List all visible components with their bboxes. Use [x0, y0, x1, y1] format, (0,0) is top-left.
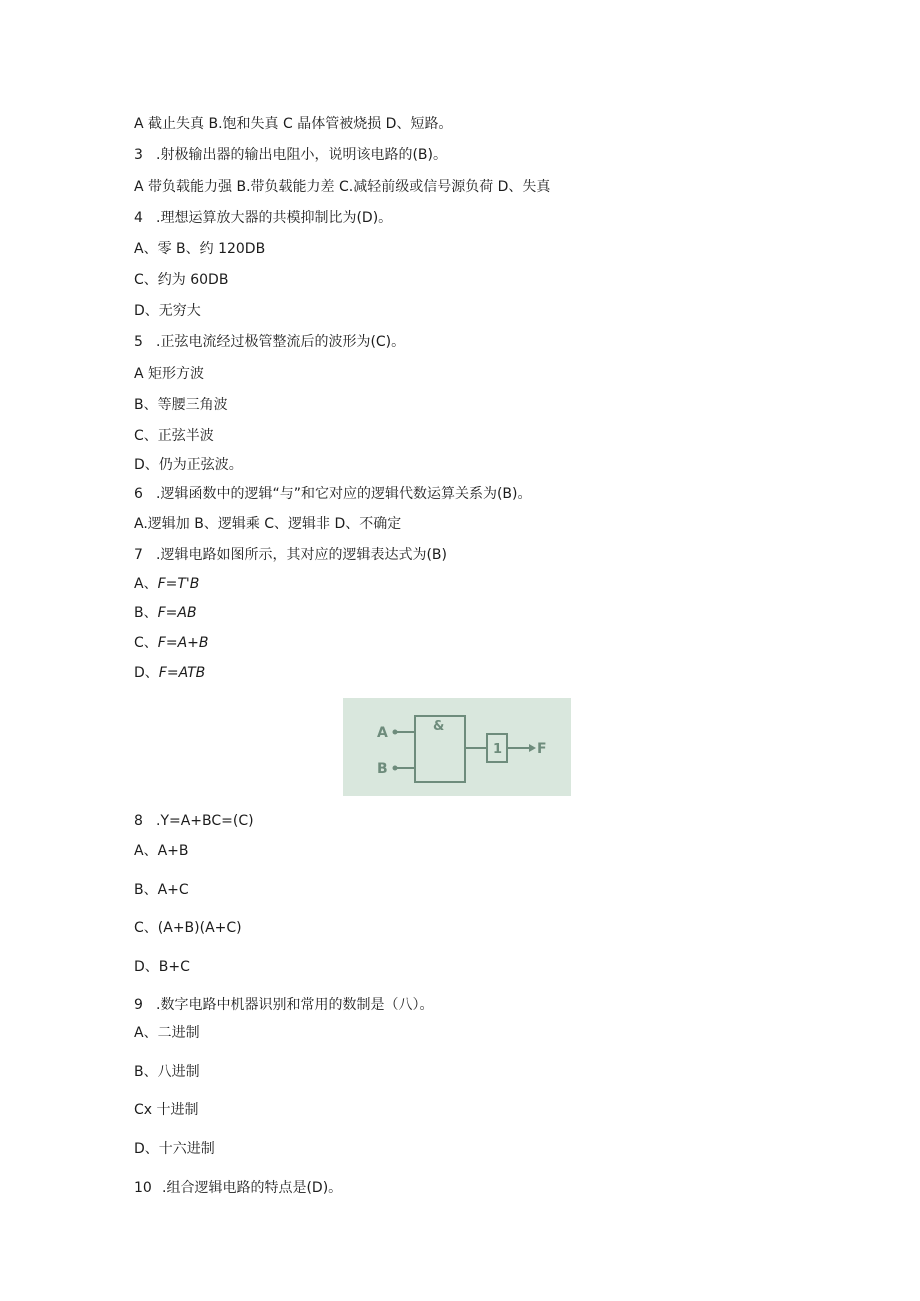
question-text: .逻辑函数中的逻辑“与”和它对应的逻辑代数运算关系为(B)。: [156, 486, 532, 502]
question-3-options: A 带负载能力强 B.带负载能力差 C.减轻前级或信号源负荷 D、失真: [134, 179, 551, 195]
question-text: .逻辑电路如图所示，其对应的逻辑表达式为(B): [156, 547, 447, 563]
option-label: B、: [134, 605, 158, 621]
question-text: .射极输出器的输出电阻小，说明该电路的(B)。: [156, 147, 447, 163]
question-number: 9: [134, 997, 143, 1013]
output-arrow-icon: [529, 744, 536, 752]
question-9: [134, 996, 433, 1014]
logic-circuit-diagram: [343, 698, 571, 796]
and-gate-symbol: &: [433, 719, 445, 734]
question-number: 7: [134, 547, 143, 563]
question-text: .数字电路中机器识别和常用的数制是（八）。: [156, 997, 434, 1013]
option-line: [134, 575, 199, 593]
option-line: C、正弦半波: [134, 428, 214, 444]
question-number: 8: [134, 813, 143, 829]
option-line: B、A+C: [134, 882, 189, 898]
option-line: A、A+B: [134, 843, 189, 859]
option-label: D、: [134, 665, 159, 681]
question-text: .正弦电流经过极管整流后的波形为(C)。: [156, 334, 406, 350]
option-line: [134, 634, 208, 652]
question-number: 5: [134, 334, 143, 350]
option-line: A、零 B、约 120DB: [134, 241, 266, 257]
input-b-terminal: [393, 766, 398, 771]
question-10: [134, 1179, 342, 1197]
option-line: D、无穷大: [134, 303, 201, 319]
question-number: 10: [134, 1180, 152, 1196]
question-number: 3: [134, 147, 143, 163]
option-line: [134, 604, 197, 622]
question-text: .组合逻辑电路的特点是(D)。: [162, 1180, 343, 1196]
question-3: [134, 146, 447, 164]
option-expression: F=AB: [157, 605, 197, 621]
option-line: [134, 664, 205, 682]
option-line: B、八进制: [134, 1064, 200, 1080]
option-line: C、(A+B)(A+C): [134, 920, 242, 936]
option-line: D、十六进制: [134, 1141, 215, 1157]
question-number: 4: [134, 210, 143, 226]
question-text: .理想运算放大器的共模抑制比为(D)。: [156, 210, 393, 226]
option-label: A、: [134, 576, 158, 592]
option-line: D、仍为正弦波。: [134, 457, 243, 473]
option-line: A.逻辑加 B、逻辑乘 C、逻辑非 D、不确定: [134, 516, 402, 532]
question-5: [134, 333, 405, 351]
option-line: A、二进制: [134, 1025, 200, 1041]
not-gate-symbol: 1: [493, 742, 503, 757]
option-expression: F=ATB: [158, 665, 206, 681]
question-8: [134, 812, 254, 830]
question-6: [134, 485, 531, 503]
output-label: F: [537, 741, 547, 757]
logic-circuit-figure: [343, 698, 571, 796]
question-number: 6: [134, 486, 143, 502]
question-text: .Y=A+BC=(C): [156, 813, 254, 829]
option-line: B、等腰三角波: [134, 397, 228, 413]
input-a-terminal: [393, 730, 398, 735]
question-7: [134, 546, 447, 564]
input-a-label: A: [377, 725, 388, 741]
option-expression: F=A+B: [157, 635, 209, 651]
option-label: C、: [134, 635, 158, 651]
option-line: D、B+C: [134, 959, 190, 975]
option-line: Cx 十进制: [134, 1102, 199, 1118]
option-expression: F=T'B: [157, 576, 200, 592]
option-line: C、约为 60DB: [134, 272, 229, 288]
option-line: A 矩形方波: [134, 366, 205, 382]
question-4: [134, 209, 392, 227]
line-q2-options: A 截止失真 B.饱和失真 C 晶体管被烧损 D、短路。: [134, 116, 453, 132]
input-b-label: B: [377, 761, 388, 777]
